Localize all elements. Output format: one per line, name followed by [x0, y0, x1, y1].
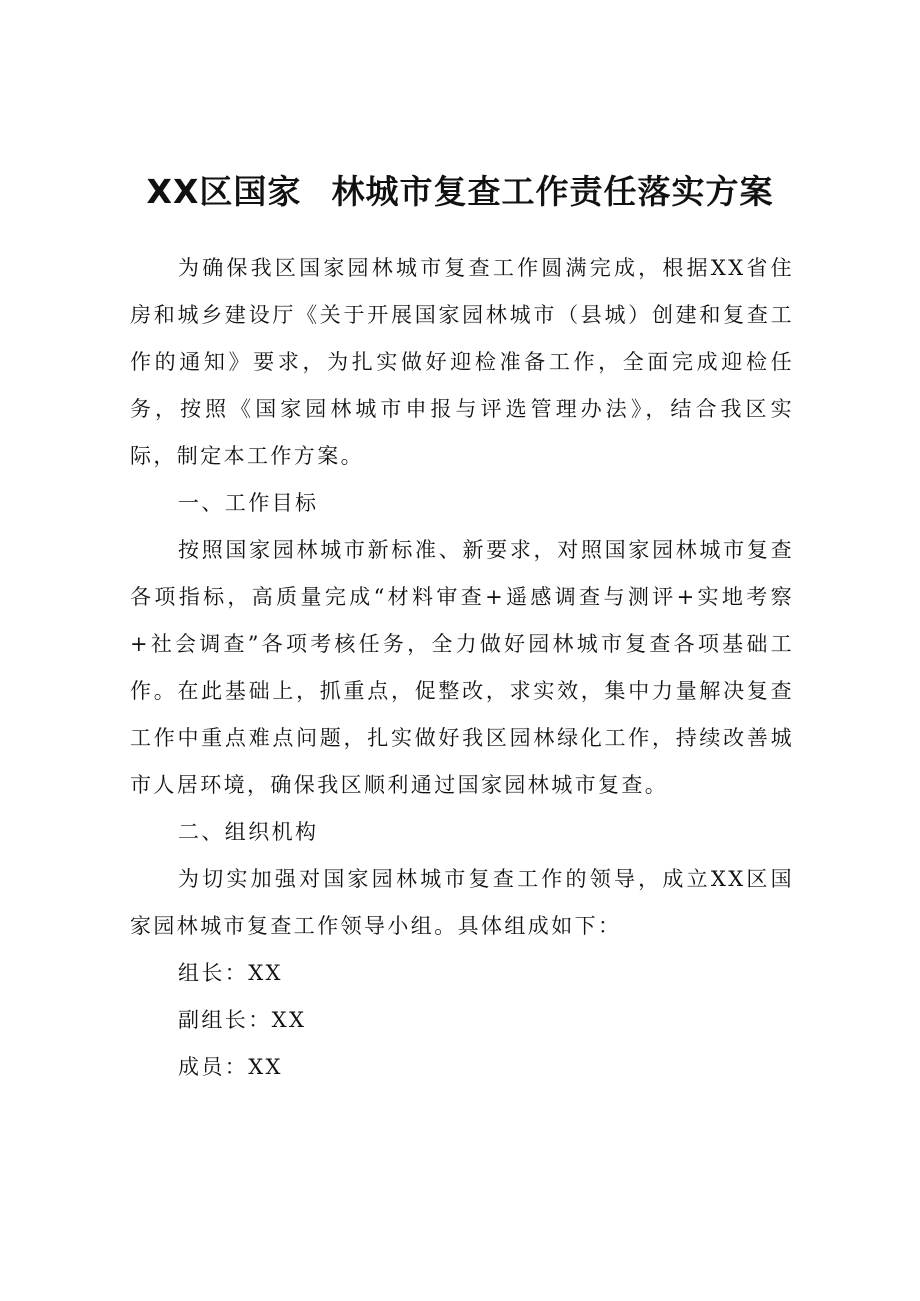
- leader-line: 组长：XX: [178, 961, 283, 985]
- organization-paragraph: 为切实加强对国家园林城市复查工作的领导，成立XX区国家园林城市复查工作领导小组。具体组成如下：: [130, 867, 794, 938]
- members-line: 成员：XX: [178, 1055, 283, 1079]
- deputy-leader-line: 副组长：XX: [178, 1008, 307, 1032]
- title-part-1: XX区国家: [146, 172, 302, 211]
- section-heading-organization: 二、组织机构: [178, 820, 319, 844]
- document-body: [130, 245, 794, 1091]
- intro-paragraph: 为确保我区国家园林城市复查工作圆满完成，根据XX省住房和城乡建设厅《关于开展国家园林城市（县城）创建和复查工作的通知》要求，为扎实做好迎检准备工作，全面完成迎检任务，按照《国家园林城市申报与评选管理办法》，结合我区实际，制定本工作方案。: [130, 256, 794, 468]
- section-heading-goals: 一、工作目标: [178, 491, 319, 515]
- goals-paragraph: 按照国家园林城市新标准、新要求，对照国家园林城市复查各项指标，高质量完成“材料审查+遥感调查与测评+实地考察+社会调查”各项考核任务，全力做好园林城市复查各项基础工作。在此基础上，抓重点，促整改，求实效，集中力量解决复查工作中重点难点问题，扎实做好我区园林绿化工作，持续改善城市人居环境，确保我区顺利通过国家园林城市复查。: [130, 538, 794, 797]
- title-part-2: 林城市复查工作责任落实方案: [331, 172, 774, 211]
- document-title: [0, 172, 920, 212]
